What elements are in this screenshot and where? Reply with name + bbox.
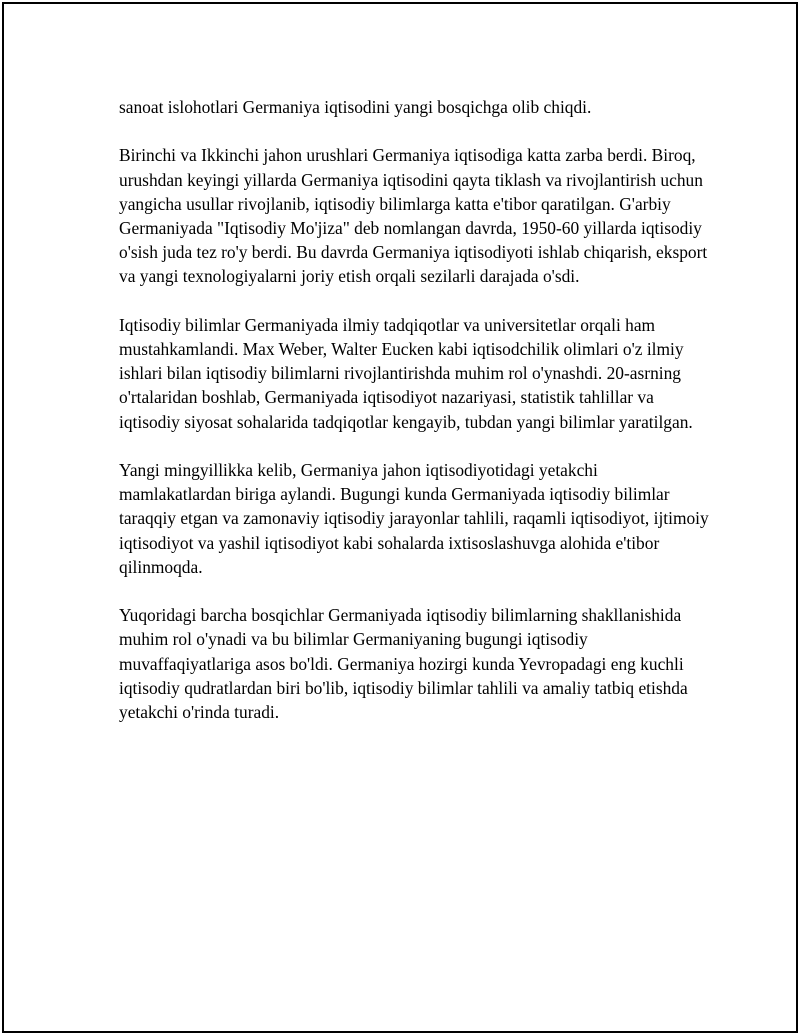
paragraph-3: Iqtisodiy bilimlar Germaniyada ilmiy tadqiqotlar va universitetlar orqali ham mustahkamlandi. Max Weber, Walter Eucken kabi iqtisodchilik olimlari o'z ilmiy ishlari bilan iqtisodiy bilimlarni rivojlantirishda muhim rol o'ynashdi. 20-asrning o'rtalaridan boshlab, Germaniyada iqtisodiyot nazariyasi, statistik tahlillar va iqtisodiy siyosat sohalarida tadqiqotlar kengayib, tubdan yangi bilimlar yaratilgan. [119, 314, 693, 432]
paragraph-2: Birinchi va Ikkinchi jahon urushlari Germaniya iqtisodiga katta zarba berdi. Biroq, urushdan keyingi yillarda Germaniya iqtisodini qayta tiklash va rivojlantirish uchun yangicha usullar rivojlanib, iqtisodiy bilimlarga katta e'tibor qaratilgan. G'arbiy Germaniyada "Iqtisodiy Mo'jiza" deb nomlangan davrda, 1950-60 yillarda iqtisodiy o'sish juda tez ro'y berdi. Bu davrda Germaniya iqtisodiyoti ishlab chiqarish, eksport va yangi texnologiyalarni joriy etish orqali sezilarli darajada o'sdi. [119, 145, 708, 287]
paragraph-4: Yangi mingyillikka kelib, Germaniya jahon iqtisodiyotidagi yetakchi mamlakatlardan biriga aylandi. Bugungi kunda Germaniyada iqtisodiy bilimlar taraqqiy etgan va zamonaviy iqtisodiy jarayonlar tahlili, raqamli iqtisodiyot, ijtimoiy iqtisodiyot va yashil iqtisodiyot kabi sohalarda ixtisoslashuvga alohida e'tibor qilinmoqda. [119, 460, 709, 577]
document-page [2, 2, 798, 1033]
paragraph-1: sanoat islohotlari Germaniya iqtisodini yangi bosqichga olib chiqdi. [119, 97, 592, 117]
paragraph-5: Yuqoridagi barcha bosqichlar Germaniyada iqtisodiy bilimlarning shakllanishida muhim rol o'ynadi va bu bilimlar Germaniyaning bugungi iqtisodiy muvaffaqiyatlariga asos bo'ldi. Germaniya hozirgi kunda Yevropadagi eng kuchli iqtisodiy qudratlardan biri bo'lib, iqtisodiy bilimlar tahlili va amaliy tatbiq etishda yetakchi o'rinda turadi. [119, 605, 688, 723]
document-body [119, 95, 709, 748]
